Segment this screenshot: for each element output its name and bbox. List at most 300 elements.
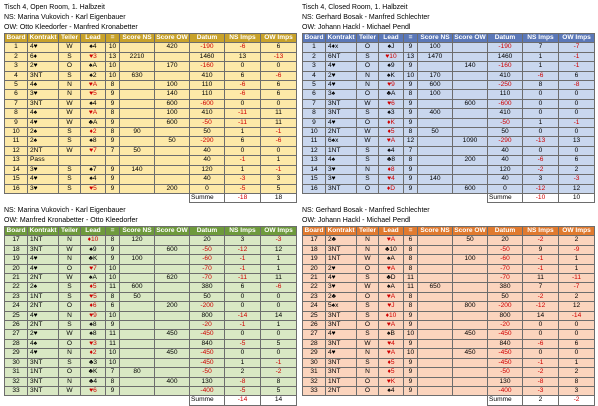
score-table <box>302 226 595 406</box>
table-cell: W <box>357 99 379 108</box>
table-cell: 4♥ <box>28 43 59 52</box>
table-cell <box>453 118 488 127</box>
table-cell <box>453 358 488 367</box>
table-cell: 0 <box>225 349 261 358</box>
table-row <box>303 255 595 264</box>
table-cell: -2 <box>523 165 559 174</box>
table-cell: 16 <box>5 184 28 193</box>
table-cell: 6♠x <box>326 137 357 146</box>
table-cell: ♦5 <box>379 358 404 367</box>
table-cell <box>120 311 155 320</box>
table-cell: 3 <box>303 62 326 71</box>
table-cell: ♠9 <box>81 245 106 254</box>
table-cell: -400 <box>488 386 523 395</box>
table-cell <box>453 283 488 292</box>
table-cell: ♥A <box>379 292 404 301</box>
table-row <box>5 146 297 155</box>
table-row <box>303 245 595 254</box>
table-row <box>5 386 297 395</box>
table-cell: 110 <box>190 90 225 99</box>
panel-header-h3: OW: Johann Hackl - Michael Pendl <box>302 24 411 31</box>
table-cell: 0 <box>261 292 297 301</box>
table-cell <box>155 339 190 348</box>
table-cell: 2♠ <box>28 283 59 292</box>
table-cell <box>155 236 190 245</box>
table-cell: 32 <box>303 377 326 386</box>
table-cell: 8 <box>559 377 595 386</box>
table-cell: 0 <box>559 146 595 155</box>
table-cell: 4♦x <box>326 43 357 52</box>
table-cell: 9 <box>106 184 120 193</box>
table-cell: -450 <box>488 330 523 339</box>
column-header: Kontrakt <box>327 34 355 41</box>
table-cell: 0 <box>261 349 297 358</box>
table-cell: 9 <box>404 368 418 377</box>
table-cell: -50 <box>190 368 225 377</box>
table-cell <box>106 156 120 165</box>
table-cell <box>418 184 453 193</box>
table-cell: -6 <box>261 137 297 146</box>
score-table <box>302 33 595 203</box>
table-cell: S <box>357 52 379 61</box>
table-cell: 0 <box>559 349 595 358</box>
table-cell <box>453 292 488 301</box>
table-cell: 11 <box>261 109 297 118</box>
table-cell: 7 <box>523 283 559 292</box>
table-row <box>303 146 595 155</box>
table-cell <box>453 311 488 320</box>
table-cell: 9 <box>106 175 120 184</box>
sum-ns-imps: -18 <box>225 193 261 202</box>
table-cell: 25 <box>303 311 326 320</box>
table-cell: ♥J <box>379 302 404 311</box>
table-cell: 3♥ <box>326 175 357 184</box>
panel-header-h1 <box>4 196 296 206</box>
table-cell: -450 <box>190 358 225 367</box>
table-cell: 14 <box>261 311 297 320</box>
table-cell: 1460 <box>190 52 225 61</box>
table-row <box>5 358 297 367</box>
table-row <box>5 292 297 301</box>
table-cell: 31 <box>5 368 28 377</box>
table-cell: ♥3 <box>81 339 106 348</box>
table-cell: ♣K <box>81 255 106 264</box>
table-cell: 10 <box>106 311 120 320</box>
column-header: Score OW <box>156 227 188 234</box>
table-cell: 9 <box>106 137 120 146</box>
table-row <box>303 339 595 348</box>
column-header: Board <box>304 34 324 41</box>
table-cell <box>155 156 190 165</box>
table-cell: 4♥ <box>326 330 357 339</box>
table-cell: 8 <box>404 302 418 311</box>
table-cell <box>453 368 488 377</box>
table-cell: -5 <box>225 339 261 348</box>
table-cell: W <box>357 137 379 146</box>
table-cell: -200 <box>190 302 225 311</box>
table-cell: 1 <box>523 62 559 71</box>
table-row <box>303 274 595 283</box>
table-cell <box>418 236 453 245</box>
table-cell: O <box>357 292 379 301</box>
table-cell: -2 <box>523 292 559 301</box>
table-cell: 20 <box>303 264 326 273</box>
table-cell: -8 <box>559 81 595 90</box>
table-cell: ♥6 <box>379 99 404 108</box>
table-cell <box>120 43 155 52</box>
table-cell <box>120 184 155 193</box>
table-cell <box>453 165 488 174</box>
table-cell: 10 <box>106 43 120 52</box>
table-cell: W <box>357 255 379 264</box>
column-header: NS Imps <box>523 227 559 236</box>
table-cell: -450 <box>488 349 523 358</box>
table-cell: 6 <box>559 156 595 165</box>
table-cell: S <box>59 321 81 330</box>
table-cell: ♠A <box>81 274 106 283</box>
table-cell: 3NT <box>326 321 357 330</box>
table-cell: 0 <box>261 330 297 339</box>
table-cell: 0 <box>225 302 261 311</box>
table-row <box>5 311 297 320</box>
column-header: Kontrakt <box>327 227 355 234</box>
table-cell: 11 <box>5 137 28 146</box>
table-cell: -2 <box>523 368 559 377</box>
table-cell: 90 <box>120 128 155 137</box>
table-cell: -600 <box>488 99 523 108</box>
table-cell: ♦10 <box>81 236 106 245</box>
table-cell: ♥4 <box>379 339 404 348</box>
table-cell: 8 <box>404 245 418 254</box>
table-cell <box>120 81 155 90</box>
column-header: = <box>404 227 418 236</box>
table-cell <box>453 81 488 90</box>
table-cell: 9 <box>404 175 418 184</box>
table-cell: -11 <box>225 109 261 118</box>
sum-row <box>303 396 595 405</box>
table-cell: ♥10 <box>379 52 404 61</box>
table-cell: ♦2 <box>81 128 106 137</box>
table-cell: 2210 <box>120 52 155 61</box>
table-cell: 1NT <box>28 292 59 301</box>
sum-ns-imps: -14 <box>225 396 261 405</box>
table-cell: 0 <box>523 109 559 118</box>
table-cell: 8 <box>404 128 418 137</box>
table-cell: 0 <box>559 330 595 339</box>
table-cell: 50 <box>488 292 523 301</box>
table-cell: 800 <box>190 311 225 320</box>
table-cell <box>418 339 453 348</box>
table-cell: 4♠ <box>28 109 59 118</box>
table-cell: -6 <box>225 43 261 52</box>
table-cell: 110 <box>190 81 225 90</box>
table-cell: 22 <box>5 283 28 292</box>
table-cell: 3 <box>523 175 559 184</box>
table-cell: N <box>357 245 379 254</box>
table-cell: 9 <box>106 245 120 254</box>
table-cell: 9 <box>404 358 418 367</box>
table-cell: 8 <box>303 109 326 118</box>
table-cell: 2NT <box>326 386 357 395</box>
table-cell: -8 <box>225 377 261 386</box>
table-cell: 6NT <box>326 52 357 61</box>
table-cell: 9 <box>106 321 120 330</box>
table-cell: ♠4 <box>81 175 106 184</box>
table-cell: 26 <box>5 321 28 330</box>
table-cell: ♠8 <box>81 330 106 339</box>
table-cell: 0 <box>261 146 297 155</box>
table-cell: 5 <box>261 184 297 193</box>
table-cell: 8 <box>404 264 418 273</box>
table-cell: -6 <box>523 339 559 348</box>
table-cell: -12 <box>523 184 559 193</box>
table-cell <box>418 368 453 377</box>
table-cell: 120 <box>488 165 523 174</box>
table-row <box>303 236 595 245</box>
table-cell: 40 <box>488 156 523 165</box>
table-cell: 11 <box>404 283 418 292</box>
table-cell: -6 <box>523 156 559 165</box>
table-cell <box>155 311 190 320</box>
table-cell <box>120 330 155 339</box>
table-row <box>303 368 595 377</box>
table-cell: 40 <box>190 146 225 155</box>
table-cell <box>120 245 155 254</box>
table-row <box>5 109 297 118</box>
table-cell: 140 <box>120 165 155 174</box>
table-cell: 1 <box>261 264 297 273</box>
table-cell: 10 <box>303 128 326 137</box>
table-cell: -9 <box>559 245 595 254</box>
table-cell <box>155 255 190 264</box>
table-cell <box>453 175 488 184</box>
table-cell <box>120 175 155 184</box>
table-cell: ♠9 <box>379 62 404 71</box>
table-cell: 24 <box>5 302 28 311</box>
table-cell: 2 <box>225 368 261 377</box>
table-cell: 4♥ <box>326 349 357 358</box>
column-header: Teiler <box>59 34 81 43</box>
table-row <box>303 137 595 146</box>
table-cell: ♥7 <box>81 146 106 155</box>
table-cell: S <box>59 358 81 367</box>
table-cell: -190 <box>488 43 523 52</box>
table-cell: -200 <box>488 302 523 311</box>
table-cell: 50 <box>155 137 190 146</box>
table-cell: 40 <box>190 175 225 184</box>
column-header: Score OW <box>454 227 486 234</box>
table-cell: O <box>357 43 379 52</box>
table-cell: 0 <box>523 321 559 330</box>
table-cell: 23 <box>5 292 28 301</box>
table-cell: 3NT <box>28 358 59 367</box>
table-cell: 12 <box>303 146 326 155</box>
table-cell: -1 <box>523 358 559 367</box>
table-cell: -20 <box>190 321 225 330</box>
table-cell: 15 <box>303 175 326 184</box>
table-cell: 9 <box>106 90 120 99</box>
table-cell: 1 <box>523 52 559 61</box>
table-cell: 0 <box>261 99 297 108</box>
table-cell: 100 <box>418 43 453 52</box>
table-cell: 630 <box>120 71 155 80</box>
table-cell: ♦10 <box>379 311 404 320</box>
table-row <box>5 184 297 193</box>
table-cell: ♥7 <box>81 264 106 273</box>
table-cell: 17 <box>5 236 28 245</box>
panel-header-h1: Tisch 4, Closed Room, 1. Halbzeit <box>302 4 408 11</box>
table-row <box>5 264 297 273</box>
table-cell: 5 <box>303 81 326 90</box>
table-cell: -450 <box>488 358 523 367</box>
table-cell: 33 <box>303 386 326 395</box>
table-cell: -11 <box>559 274 595 283</box>
table-cell: 9 <box>404 377 418 386</box>
table-cell: -6 <box>225 90 261 99</box>
table-row <box>5 71 297 80</box>
table-row <box>303 156 595 165</box>
table-row <box>5 283 297 292</box>
table-cell <box>418 330 453 339</box>
table-cell: 2NT <box>28 302 59 311</box>
table-cell <box>418 302 453 311</box>
table-row <box>5 43 297 52</box>
table-cell <box>418 377 453 386</box>
table-cell: 10 <box>106 274 120 283</box>
column-header: = <box>106 227 120 236</box>
table-cell: W <box>59 118 81 127</box>
table-cell: 7 <box>5 99 28 108</box>
table-cell: 0 <box>523 99 559 108</box>
table-cell: 600 <box>453 184 488 193</box>
table-cell <box>155 175 190 184</box>
table-cell: S <box>357 146 379 155</box>
table-cell: 4 <box>303 71 326 80</box>
table-cell: 40 <box>488 146 523 155</box>
table-cell: 4♥ <box>28 349 59 358</box>
table-cell: W <box>59 274 81 283</box>
table-cell: 16 <box>303 184 326 193</box>
table-cell: 4♥ <box>28 255 59 264</box>
table-cell: 10 <box>404 349 418 358</box>
table-cell: 29 <box>5 349 28 358</box>
table-cell: Pass <box>28 156 59 165</box>
table-cell: 100 <box>155 109 190 118</box>
table-row <box>5 330 297 339</box>
table-cell: 7 <box>106 146 120 155</box>
table-cell: ♦6 <box>81 302 106 311</box>
table-cell: ♠B <box>379 330 404 339</box>
score-panel-1 <box>4 3 296 203</box>
table-cell: -12 <box>523 302 559 311</box>
panel-header-h2: NS: Gerhard Bosak - Manfred Schlechter <box>302 14 430 21</box>
table-cell: W <box>59 245 81 254</box>
table-cell: 620 <box>155 274 190 283</box>
table-cell <box>120 264 155 273</box>
table-cell: -6 <box>225 81 261 90</box>
table-cell: 8 <box>5 109 28 118</box>
table-cell: 450 <box>155 330 190 339</box>
table-cell: 2♣ <box>326 292 357 301</box>
column-header: Datum <box>190 227 225 236</box>
table-cell: 8 <box>523 81 559 90</box>
table-cell: 5 <box>261 339 297 348</box>
table-cell: 450 <box>453 349 488 358</box>
table-cell: 600 <box>155 118 190 127</box>
table-cell: 400 <box>418 109 453 118</box>
table-cell: -2 <box>523 236 559 245</box>
table-cell: -60 <box>190 255 225 264</box>
table-cell <box>453 109 488 118</box>
table-cell: S <box>59 165 81 174</box>
table-cell <box>453 90 488 99</box>
table-row <box>5 156 297 165</box>
table-row <box>303 321 595 330</box>
table-cell: 1NT <box>28 368 59 377</box>
table-cell: ♠A <box>81 62 106 71</box>
table-cell: ♠8 <box>81 321 106 330</box>
table-cell <box>155 368 190 377</box>
table-row <box>303 71 595 80</box>
table-cell: 1NT <box>326 377 357 386</box>
table-cell: 3NT <box>326 358 357 367</box>
table-cell: 50 <box>418 128 453 137</box>
table-cell: 1 <box>225 128 261 137</box>
table-cell: -6 <box>261 283 297 292</box>
panel-header-h1 <box>302 196 594 206</box>
table-cell: ♥A <box>379 236 404 245</box>
table-cell: S <box>357 358 379 367</box>
table-cell <box>453 321 488 330</box>
table-cell: 600 <box>453 99 488 108</box>
table-cell: O <box>59 302 81 311</box>
table-cell: 1 <box>261 255 297 264</box>
table-cell: S <box>59 283 81 292</box>
column-header: NS Imps <box>523 34 559 43</box>
table-cell: 9 <box>404 43 418 52</box>
table-cell: -13 <box>523 137 559 146</box>
table-cell: 25 <box>5 311 28 320</box>
table-cell: 9 <box>106 99 120 108</box>
table-cell: -1 <box>523 264 559 273</box>
table-cell: 6♦ <box>28 52 59 61</box>
table-cell: ♠4 <box>379 146 404 155</box>
table-cell: -160 <box>190 62 225 71</box>
table-cell: 11 <box>106 330 120 339</box>
column-header: Score NS <box>418 227 453 236</box>
table-cell <box>120 62 155 71</box>
table-cell <box>453 274 488 283</box>
table-row <box>5 377 297 386</box>
table-cell: 6 <box>5 90 28 99</box>
table-row <box>303 109 595 118</box>
table-cell: 10 <box>5 128 28 137</box>
table-cell: -1 <box>559 118 595 127</box>
table-row <box>303 184 595 193</box>
table-cell: -50 <box>488 118 523 127</box>
table-cell: 100 <box>418 90 453 99</box>
table-cell <box>155 165 190 174</box>
table-row <box>303 62 595 71</box>
table-cell: 3♥ <box>326 283 357 292</box>
table-cell: 170 <box>155 62 190 71</box>
table-cell: 9 <box>404 339 418 348</box>
table-cell: 50 <box>120 292 155 301</box>
table-cell: N <box>59 349 81 358</box>
table-cell: 1 <box>5 43 28 52</box>
table-cell: 21 <box>5 274 28 283</box>
table-cell <box>155 386 190 395</box>
